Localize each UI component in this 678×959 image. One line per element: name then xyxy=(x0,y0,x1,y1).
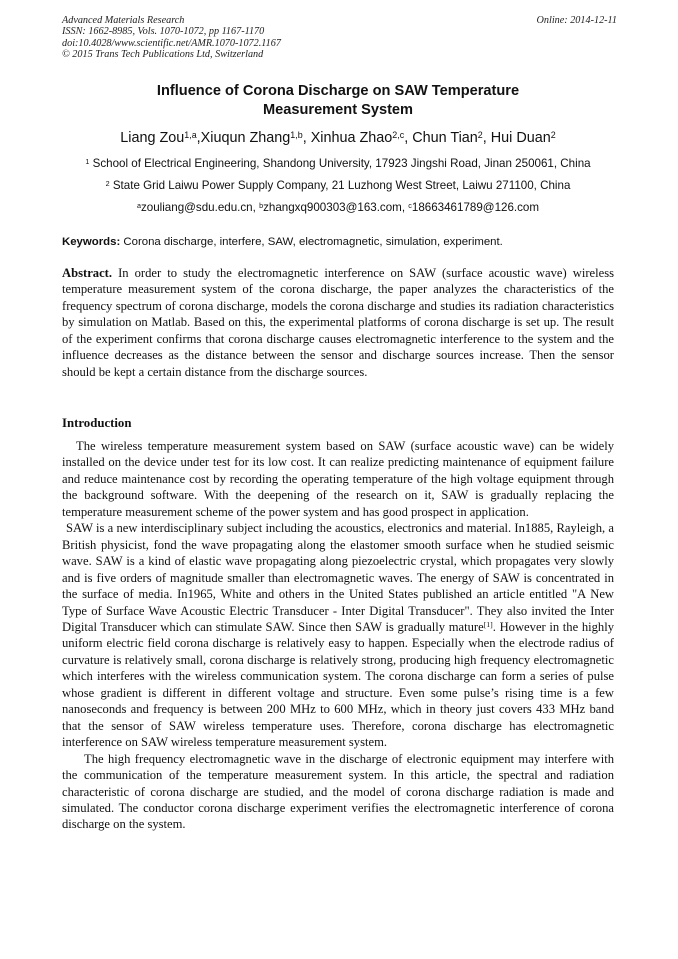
email-mark: b xyxy=(259,200,264,210)
abstract-text: In order to study the electromagnetic interference on SAW (surface acoustic wave) wireless temperature measurement system of the corona discharge, the paper analyzes the characteristics of the frequency spectrum of corona discharge, models the corona discharge and studies its radiation characteristics by simulation on Matlab. Based on this, the experimental platforms of corona discharge is set up. The result of the experiment confirms that corona discharge causes electromagnetic interference to the system and the influence decreases as the distance between the sensor and discharge sources increase. Then the sensor should be kept a certain distance from the discharge sources. xyxy=(62,266,614,379)
author-separator: , xyxy=(404,130,413,146)
paragraph-text: . However in the highly uniform electric field corona discharge is relatively easy to happen. Especially when the electrode radius of curvature is relatively small, corona discharge is relatively strong, producing high frequency electromagnetic which interferes with the wireless communication system. The corona discharge can form a series of pulse whose gradient is different in different voltage and structure. Even some pulse’s rising time is a few nanoseconds and frequency is between 200 MHz to 600 MHz, which in theory just covers 433 MHz band that the sensor of SAW wireless temperature uses. Therefore, corona discharge has electromagnetic interference on SAW wireless temperature measurement system. xyxy=(62,619,615,750)
abstract-label: Abstract. xyxy=(62,266,113,280)
keywords-label: Keywords: xyxy=(62,236,121,248)
paragraph xyxy=(62,520,614,750)
affiliation-1 xyxy=(62,157,614,171)
email-address: 18663461789@126.com xyxy=(411,201,540,214)
affil-text: State Grid Laiwu Power Supply Company, 21 Luzhong West Street, Laiwu 271100, China xyxy=(112,179,571,192)
email-address: zhangxq900303@163.com, xyxy=(263,201,409,214)
journal-header xyxy=(62,15,617,61)
section-heading-introduction: Introduction xyxy=(62,416,132,430)
author-name: Xinhua Zhao xyxy=(310,130,393,146)
author-name: Chun Tian xyxy=(412,130,478,146)
paragraph: The wireless temperature measurement system based on SAW (surface acoustic wave) can be widely installed on the device under test for its low cost. It can realize predicting maintenance of equipment failure and reduce maintenance cost by recording the operating temperature of the high voltage equipment through the background software. With the deepening of the research on it, SAW is gradually replacing the temperature measurement scheme of the power system and has good prospect in application. xyxy=(62,439,614,519)
email-address: zouliang@sdu.edu.cn, xyxy=(140,201,260,214)
keywords xyxy=(62,235,614,249)
author-affil-mark: 1,b xyxy=(290,129,303,140)
paragraph: The high frequency electromagnetic wave in the discharge of electronic equipment may interfere with the communication of the temperature measurement system. In this article, the spectral and radiation characteristic of corona discharge are studied, and the model of corona discharge radiation is made and simulated. The conductor corona discharge experiment verifies the electromagnetic interference of corona discharge on the system. xyxy=(62,751,614,832)
author-separator: , xyxy=(302,130,311,146)
affiliation-2 xyxy=(62,179,614,193)
email-line xyxy=(62,201,614,215)
affil-mark: 2 xyxy=(105,178,110,188)
title-line-1: Influence of Corona Discharge on SAW Temperature xyxy=(156,83,520,99)
author-affil-mark: 2 xyxy=(550,129,556,140)
issn-line: ISSN: 1662-8985, Vols. 1070-1072, pp 1167-1170 xyxy=(62,26,265,38)
email-mark: a xyxy=(136,200,141,210)
author-name: Hui Duan xyxy=(490,130,551,146)
author-name: Xiuqun Zhang xyxy=(200,130,291,146)
abstract xyxy=(62,265,614,380)
keywords-text: Corona discharge, interfere, SAW, electromagnetic, simulation, experiment. xyxy=(123,236,503,248)
email-mark: c xyxy=(408,200,412,210)
paper-title xyxy=(62,82,614,120)
paragraph-text: SAW is a new interdisciplinary subject including the acoustics, electronics and material. In1885, Rayleigh, a British physicist, fond the wave propagating along the elastomer smooth surface when he studied seismic wave. SAW is a kind of elastic wave propagating along piezoelectric crystal, which propagates very slowly and is five orders of magnitude smaller than electromagnetic waves. The energy of SAW is concentrated in the surface of media. In1965, White and others in the United States published an article entitled "A New Type of Surface Wave Acoustic Electric Transducer - Inter Digital Transducer". They also invited the Inter Digital Transducer which can stimulate SAW. Since then SAW is gradually mature xyxy=(62,521,614,634)
author-name: Liang Zou xyxy=(120,130,185,146)
author-list xyxy=(62,129,614,147)
online-date: Online: 2014-12-11 xyxy=(536,15,617,26)
affil-mark: 1 xyxy=(85,156,90,166)
doi-line: doi:10.4028/www.scientific.net/AMR.1070-1072.1167 xyxy=(62,37,281,49)
introduction-body xyxy=(62,438,614,833)
author-affil-mark: 2,c xyxy=(392,129,405,140)
title-line-2: Measurement System xyxy=(262,102,414,118)
citation-ref: [1] xyxy=(483,620,493,630)
author-separator: , xyxy=(482,130,491,146)
affil-text: School of Electrical Engineering, Shandong University, 17923 Jingshi Road, Jinan 250061, China xyxy=(92,157,591,170)
author-affil-mark: 2 xyxy=(477,129,483,140)
author-affil-mark: 1,a xyxy=(184,129,197,140)
copyright-line: © 2015 Trans Tech Publications Ltd, Switzerland xyxy=(62,49,264,61)
author-separator: , xyxy=(196,130,201,146)
journal-name: Advanced Materials Research xyxy=(62,15,185,26)
